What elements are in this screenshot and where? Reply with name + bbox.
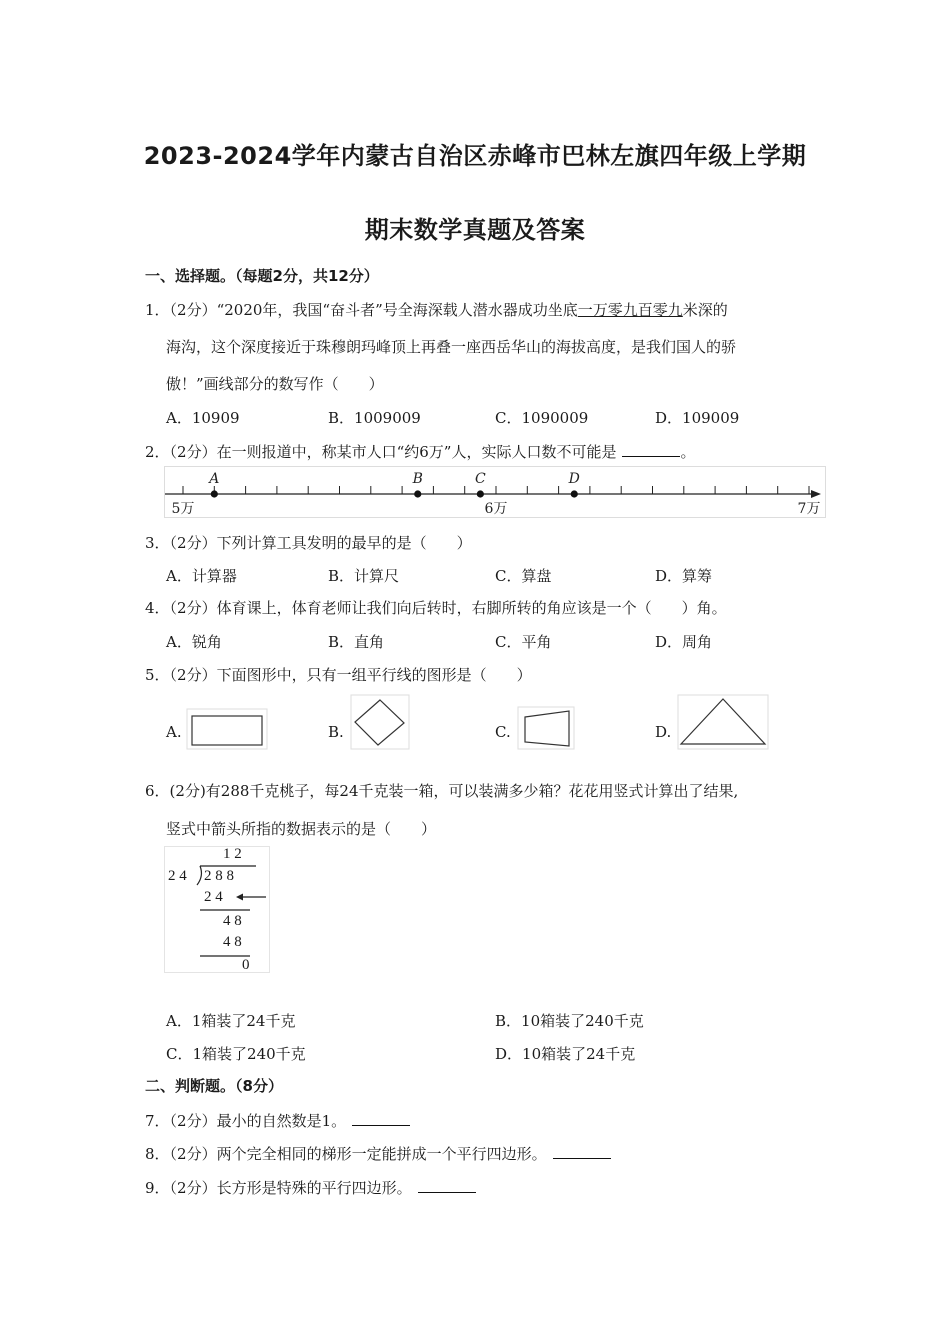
number-line-point-d [571, 490, 578, 497]
question-6-line1: 6．(2分)有288千克桃子，每24千克装一箱，可以装满多少箱？花花用竖式计算出了结果, [145, 782, 739, 800]
question-5: 5．（2分）下面图形中，只有一组平行线的图形是（ ） [145, 666, 532, 684]
page-title-line1: 2023-2024学年内蒙古自治区赤峰市巴林左旗四年级上学期 [143, 142, 807, 170]
number-line-point-label-a: A [209, 471, 220, 487]
number-line-point-label-b: B [412, 471, 423, 487]
question-2-text: 2．（2分）在一则报道中，称某市人口“约6万”人，实际人口数不可能是 [145, 443, 617, 461]
question-1-option-b[interactable]: B．1009009 [328, 409, 421, 427]
question-4: 4．（2分）体育课上，体育老师让我们向后转时，右脚所转的角应该是一个（ ）角。 [145, 599, 727, 617]
section-heading-choice: 一、选择题。（每题2分，共12分） [145, 267, 379, 285]
question-1-line2: 海沟，这个深度接近于珠穆朗玛峰顶上再叠一座西岳华山的海拔高度，是我们国人的骄 [166, 338, 737, 356]
page-title-line2: 期末数学真题及答案 [364, 216, 586, 244]
question-1-line1 [145, 299, 728, 320]
question-1-underlined-number: 一万零九百零九 [577, 301, 683, 319]
question-9 [145, 1177, 476, 1198]
question-4-option-d[interactable]: D．周角 [655, 633, 713, 651]
question-2-answer-blank[interactable] [622, 455, 680, 457]
question-6-option-a[interactable]: A．1箱装了24千克 [166, 1012, 296, 1030]
division-quotient: 1 2 [223, 846, 242, 862]
question-9-answer-blank[interactable] [418, 1191, 476, 1193]
shape-triangle [677, 694, 769, 750]
long-division-lines [164, 846, 270, 973]
question-3: 3．（2分）下列计算工具发明的最早的是（ ） [145, 534, 472, 552]
number-line-point-label-c: C [474, 471, 486, 487]
question-6-line2: 竖式中箭头所指的数据表示的是（ ） [166, 820, 437, 838]
question-8-answer-blank[interactable] [553, 1157, 611, 1159]
question-8 [145, 1143, 611, 1164]
number-line-point-a [211, 490, 218, 497]
number-line-point-label-d: D [568, 471, 580, 487]
question-4-option-b[interactable]: B．直角 [328, 633, 385, 651]
question-1-option-d[interactable]: D．109009 [655, 409, 740, 427]
question-7-answer-blank[interactable] [352, 1124, 410, 1126]
question-1-option-c[interactable]: C．1090009 [495, 409, 589, 427]
question-7-text: 7．（2分）最小的自然数是1。 [145, 1112, 347, 1130]
question-5-option-c[interactable]: C. [495, 723, 511, 741]
question-1-line3: 傲！”画线部分的数写作（ ） [166, 375, 384, 393]
question-6-option-b[interactable]: B．10箱装了240千克 [495, 1012, 644, 1030]
question-2 [145, 441, 696, 462]
shape-rectangle [186, 708, 268, 750]
number-line-point-b [414, 490, 421, 497]
question-3-option-c[interactable]: C．算盘 [495, 567, 552, 585]
question-4-option-c[interactable]: C．平角 [495, 633, 552, 651]
division-divisor: 2 4 [168, 868, 187, 884]
division-step1: 2 4 [204, 889, 223, 905]
long-division-figure [164, 846, 270, 973]
question-5-option-a[interactable]: A. [166, 723, 182, 741]
question-1-option-a[interactable]: A．10909 [166, 409, 240, 427]
shape-trapezoid [517, 706, 575, 750]
section-heading-judgement: 二、判断题。（8分） [145, 1077, 283, 1095]
question-3-option-a[interactable]: A．计算器 [166, 567, 237, 585]
division-dividend: 2 8 8 [204, 868, 234, 884]
question-5-option-b[interactable]: B. [328, 723, 344, 741]
number-line-label-end: 7万 [797, 501, 821, 517]
shape-square-rotated [350, 694, 410, 750]
question-4-option-a[interactable]: A．锐角 [166, 633, 222, 651]
question-6-option-c[interactable]: C．1箱装了240千克 [166, 1045, 306, 1063]
division-step2: 4 8 [223, 913, 242, 929]
question-9-text: 9．（2分）长方形是特殊的平行四边形。 [145, 1179, 412, 1197]
question-8-text: 8．（2分）两个完全相同的梯形一定能拼成一个平行四边形。 [145, 1145, 547, 1163]
number-line-arrow [811, 490, 821, 498]
question-2-end: 。 [680, 443, 696, 461]
question-1-text-pre: 1．（2分）“2020年，我国“奋斗者”号全海深载人潜水器成功坐底 [145, 301, 578, 319]
number-line-figure [164, 466, 826, 518]
division-step3: 4 8 [223, 934, 242, 950]
question-6-option-d[interactable]: D．10箱装了24千克 [495, 1045, 636, 1063]
question-3-option-d[interactable]: D．算筹 [655, 567, 713, 585]
number-line-label-mid: 6万 [484, 501, 508, 517]
question-5-option-d[interactable]: D. [655, 723, 672, 741]
number-line-point-c [477, 490, 484, 497]
question-1-text-post: 米深的 [682, 301, 728, 319]
number-line-svg [165, 467, 825, 517]
division-remainder: 0 [242, 957, 250, 973]
question-3-option-b[interactable]: B．计算尺 [328, 567, 400, 585]
number-line-label-start: 5万 [171, 501, 195, 517]
question-7 [145, 1110, 410, 1131]
